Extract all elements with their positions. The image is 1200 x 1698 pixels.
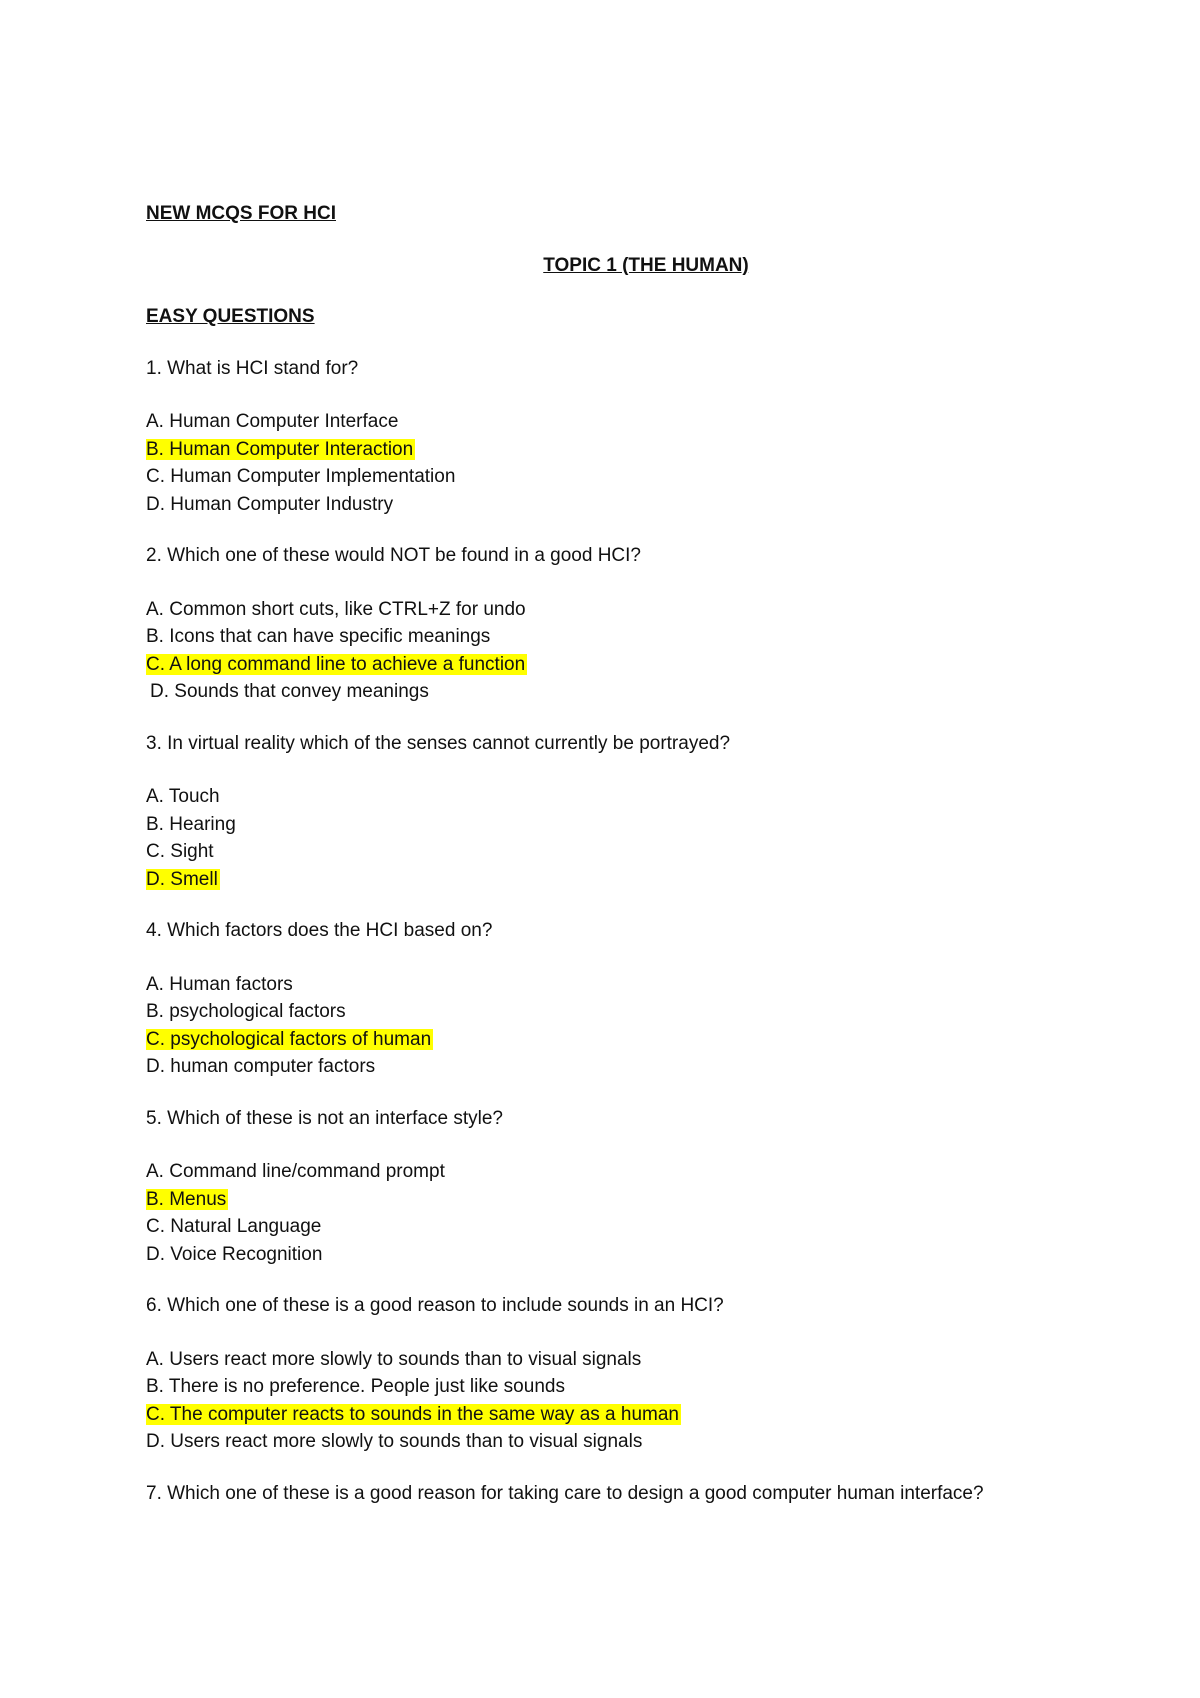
answer-option [146,678,1086,706]
question-text: 3. In virtual reality which of the senses cannot currently be portrayed? [146,732,731,754]
answer-option-text: D. human computer factors [146,1056,376,1077]
answer-option [146,1346,1086,1374]
question-5 [146,1105,1086,1269]
answer-options [146,596,1086,706]
answer-option [146,596,1086,624]
question-7 [146,1480,1086,1508]
answer-option-text: D. Sounds that convey meanings [150,681,429,702]
question-text: 5. Which of these is not an interface style? [146,1107,503,1129]
answer-option-text: C. psychological factors of human [146,1028,432,1050]
answer-option [146,783,1086,811]
answer-option-highlighted [146,1401,1086,1429]
answer-option-text: A. Human Computer Interface [146,411,399,432]
question-text: 7. Which one of these is a good reason for taking care to design a good computer human interface? [146,1482,984,1504]
question-2 [146,542,1086,706]
answer-option [146,1373,1086,1401]
answer-option [146,1428,1086,1456]
answer-option [146,1158,1086,1186]
answer-options [146,1346,1086,1456]
answer-option-text: B. Hearing [146,813,236,835]
answer-option-text: B. There is no preference. People just like sounds [146,1376,565,1397]
question-6 [146,1292,1086,1456]
answer-option-text: C. Human Computer Implementation [146,466,456,487]
answer-option-text: D. Users react more slowly to sounds than to visual signals [146,1431,643,1452]
answer-option [146,838,1086,866]
answer-option-text: A. Touch [146,786,220,807]
question-1 [146,355,1086,519]
answer-option-text: A. Common short cuts, like CTRL+Z for undo [146,598,526,620]
answer-options [146,783,1086,893]
answer-option-text: C. A long command line to achieve a function [146,653,526,675]
answer-option-text: D. Smell [146,868,218,890]
answer-option [146,463,1086,491]
answer-option-text: D. Human Computer Industry [146,493,394,515]
answer-option [146,623,1086,651]
question-text: 2. Which one of these would NOT be found in a good HCI? [146,545,642,566]
answer-option-highlighted [146,651,1086,679]
answer-option [146,491,1086,519]
answer-option-highlighted [146,866,1086,894]
answer-option-text: B. Menus [146,1188,227,1210]
answer-option-text: A. Command line/command prompt [146,1161,445,1182]
question-4 [146,917,1086,1081]
answer-option-text: D. Voice Recognition [146,1243,323,1265]
answer-options [146,1158,1086,1268]
answer-option [146,811,1086,839]
document-body [146,200,1086,1507]
question-text: 6. Which one of these is a good reason to include sounds in an HCI? [146,1295,724,1316]
answer-option-highlighted [146,436,1086,464]
answer-option-text: B. psychological factors [146,1001,346,1022]
question-3 [146,730,1086,894]
answer-option-text: B. Icons that can have specific meanings [146,626,491,647]
document-title: NEW MCQS FOR HCI [146,203,336,224]
answer-option [146,998,1086,1026]
answer-option-text: B. Human Computer Interaction [146,438,414,460]
answer-options [146,408,1086,518]
section-heading: EASY QUESTIONS [146,306,315,327]
answer-option-highlighted [146,1026,1086,1054]
answer-option [146,971,1086,999]
question-text: 1. What is HCI stand for? [146,357,359,379]
answer-option-text: C. The computer reacts to sounds in the same way as a human [146,1403,679,1425]
topic-heading-line [146,252,1086,280]
answer-option-text: A. Users react more slowly to sounds than to visual signals [146,1348,642,1370]
answer-option [146,408,1086,436]
answer-option-highlighted [146,1186,1086,1214]
answer-option [146,1241,1086,1269]
topic-heading: TOPIC 1 (THE HUMAN) [543,254,749,276]
answer-option-text: A. Human factors [146,973,293,995]
answer-option [146,1213,1086,1241]
answer-options [146,971,1086,1081]
answer-option-text: C. Sight [146,841,214,862]
answer-option-text: C. Natural Language [146,1216,322,1237]
answer-option [146,1053,1086,1081]
question-text: 4. Which factors does the HCI based on? [146,920,493,941]
